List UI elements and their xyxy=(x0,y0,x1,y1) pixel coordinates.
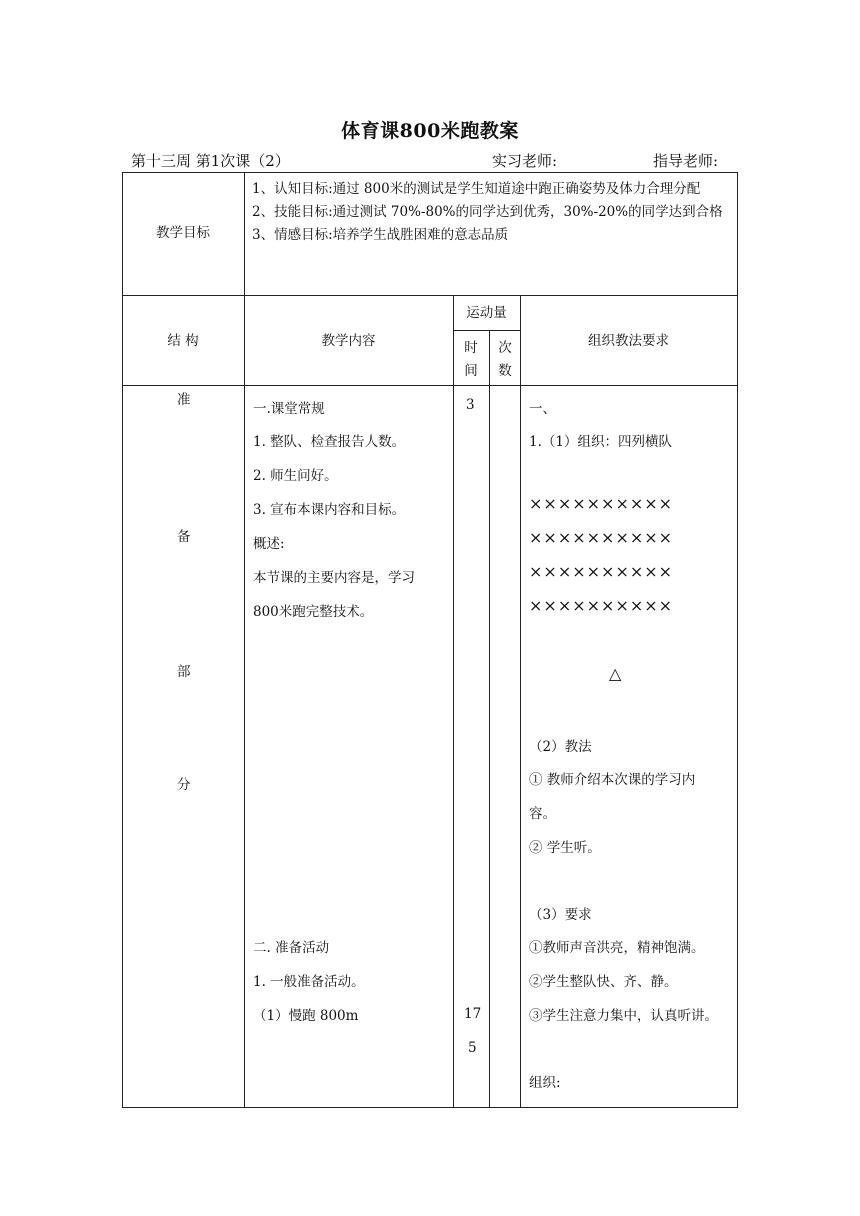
objectives-label: 教学目标 xyxy=(156,225,210,241)
header-method: 组织教法要求 xyxy=(588,333,669,349)
header-content: 教学内容 xyxy=(321,333,376,349)
supervisor-label: 指导老师: xyxy=(653,152,719,170)
method-line: ② 学生听。 xyxy=(529,840,601,856)
row-divider xyxy=(122,385,738,386)
content-line: 概述: xyxy=(253,536,285,552)
teacher-triangle-icon: △ xyxy=(609,664,622,683)
method-line: ①教师声音洪亮，精神饱满。 xyxy=(529,940,705,956)
method-line: ① 教师介绍本次课的学习内 xyxy=(529,772,696,788)
content-line: 2. 师生问好。 xyxy=(253,468,338,484)
content-line: 1. 一般准备活动。 xyxy=(253,974,365,990)
content-line: 1. 整队、检查报告人数。 xyxy=(253,434,406,450)
page-title: 体育课800米跑教案 xyxy=(341,120,519,142)
table-border-left xyxy=(122,172,123,1108)
content-line: 一.课堂常规 xyxy=(253,401,325,417)
formation-row: ×××××××××× xyxy=(529,528,674,547)
col-divider xyxy=(489,330,490,1108)
content-line: 3. 宣布本课内容和目标。 xyxy=(253,502,406,518)
method-line: （3）要求 xyxy=(529,907,592,923)
formation-row: ×××××××××× xyxy=(529,596,674,615)
method-line: 1.（1）组织：四列横队 xyxy=(529,434,672,450)
time-value: 3 xyxy=(466,397,475,413)
section-char: 备 xyxy=(177,529,191,545)
method-line: ②学生整队快、齐、静。 xyxy=(529,974,678,990)
header-load: 运动量 xyxy=(466,305,507,321)
time-value: 5 xyxy=(468,1040,477,1056)
method-line: （2）教法 xyxy=(529,739,592,755)
objective-item: 1、认知目标:通过 800米的测试是学生知道途中跑正确姿势及体力合理分配 xyxy=(252,181,701,197)
content-line: 二. 准备活动 xyxy=(253,940,330,956)
time-value: 17 xyxy=(464,1006,482,1022)
section-char: 部 xyxy=(177,664,191,680)
formation-row: ×××××××××× xyxy=(529,562,674,581)
content-line: 800米跑完整技术。 xyxy=(253,604,374,620)
table-border-bottom xyxy=(122,1107,738,1108)
load-divider xyxy=(453,330,520,331)
section-char: 分 xyxy=(177,777,191,793)
formation-row: ×××××××××× xyxy=(529,494,674,513)
objective-item: 2、技能目标:通过测试 70%-80%的同学达到优秀，30%-20%的同学达到合格 xyxy=(252,204,723,220)
table-border-right xyxy=(737,172,738,1108)
method-line: 组织: xyxy=(529,1075,561,1091)
col-divider xyxy=(453,295,454,1108)
content-line: （1）慢跑 800m xyxy=(253,1008,359,1024)
method-line: 一、 xyxy=(529,401,556,417)
method-line: 容。 xyxy=(529,806,556,822)
header-time: 时间 xyxy=(464,340,478,379)
objective-item: 3、情感目标:培养学生战胜困难的意志品质 xyxy=(252,227,509,243)
objectives-list xyxy=(252,178,734,247)
method-line: ③学生注意力集中，认真听讲。 xyxy=(529,1008,718,1024)
content-line: 本节课的主要内容是，学习 xyxy=(253,570,415,586)
header-structure: 结 构 xyxy=(167,333,199,349)
table-border-top xyxy=(122,172,738,173)
intern-teacher-label: 实习老师: xyxy=(492,152,558,170)
col-divider xyxy=(244,172,245,1108)
section-char: 准 xyxy=(177,392,191,408)
col-divider xyxy=(520,295,521,1108)
row-divider xyxy=(122,295,738,296)
week-lesson-label: 第十三周 第1次课（2） xyxy=(131,152,290,170)
header-count: 次数 xyxy=(498,340,512,379)
